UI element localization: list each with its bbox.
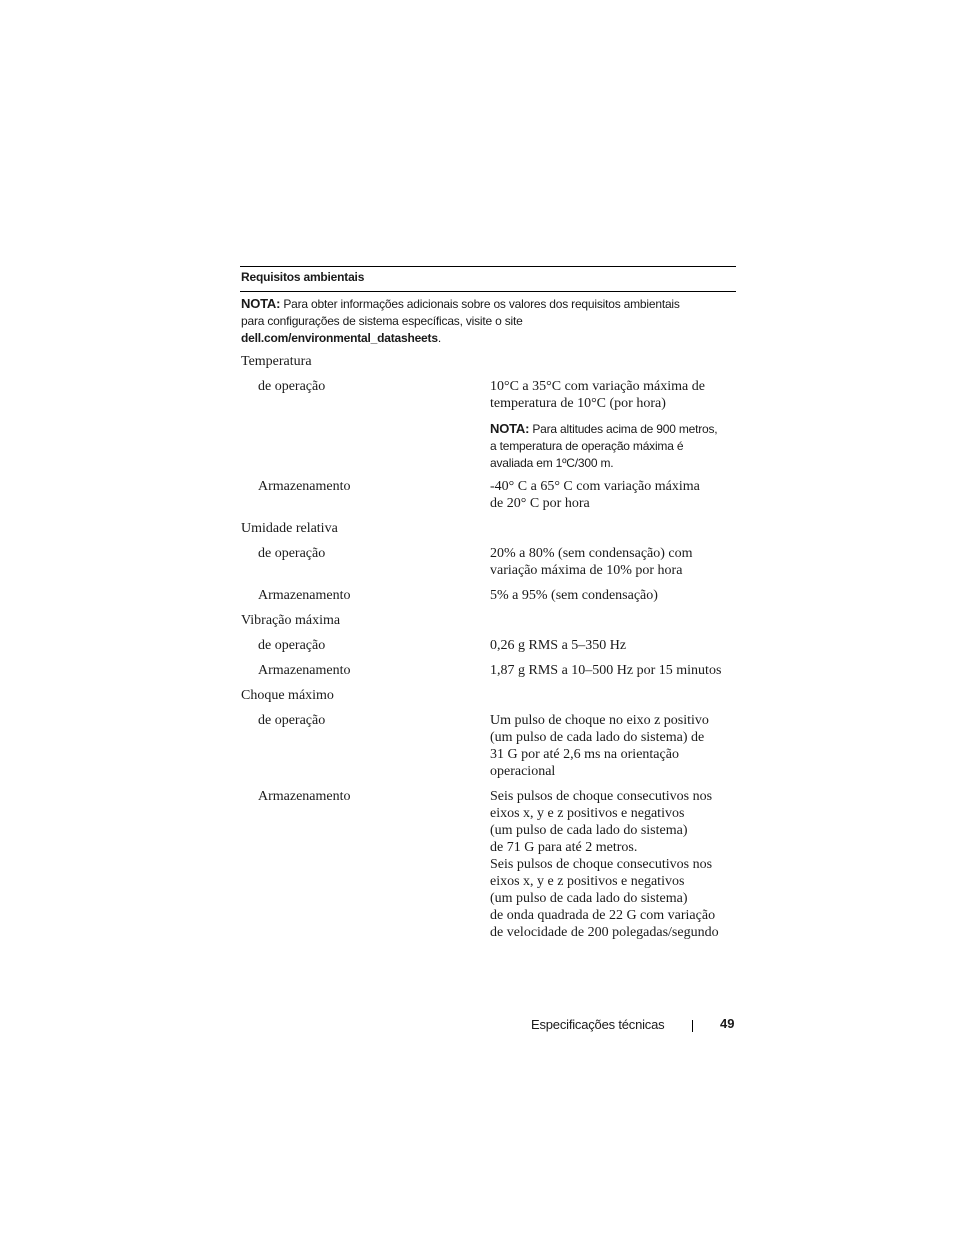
general-note [241,295,741,347]
subrow-label-armazenamento: Armazenamento [258,588,351,603]
value-line: de 71 G para até 2 metros. [490,840,638,855]
category-umidade: Umidade relativa [241,521,338,536]
subrow-label-armazenamento: Armazenamento [258,479,351,494]
value-line: Seis pulsos de choque consecutivos nos [490,857,713,872]
value-line: 20% a 80% (sem condensação) com [490,546,693,561]
subrow-label-operacao: de operação [258,638,326,653]
note-link-suffix: . [437,331,441,345]
subrow-label-armazenamento: Armazenamento [258,663,351,678]
value-line: 0,26 g RMS a 5–350 Hz [490,638,627,653]
table-header-rule [240,291,736,292]
note-line: Para obter informações adicionais sobre os valores dos requisitos ambientais [283,297,680,311]
value-line: -40° C a 65° C com variação máxima [490,479,700,494]
value-line: 10°C a 35°C com variação máxima de [490,379,705,394]
subrow-label-operacao: de operação [258,546,326,561]
subrow-label-armazenamento: Armazenamento [258,789,351,804]
note-line: Para altitudes acima de 900 metros, [532,422,718,436]
note-line: para configurações de sistema específicas, visite o site [241,314,523,328]
note-line: avaliada em 1ºC/300 m. [490,456,614,470]
altitude-note [490,420,740,472]
value-line: Um pulso de choque no eixo z positivo [490,713,709,728]
value-line: variação máxima de 10% por hora [490,563,683,578]
spec-value [490,637,740,654]
spec-value [490,788,740,941]
value-line: (um pulso de cada lado do sistema) [490,823,688,838]
table-title: Requisitos ambientais [241,270,365,284]
note-label: NOTA: [241,296,281,311]
footer-section-title: Especificações técnicas [531,1017,665,1032]
page-number: 49 [720,1016,735,1031]
value-line: eixos x, y e z positivos e negativos [490,874,685,889]
footer-separator [692,1020,693,1032]
value-line: de onda quadrada de 22 G com variação [490,908,716,923]
value-line: 31 G por até 2,6 ms na orientação [490,747,679,762]
category-choque: Choque máximo [241,688,334,703]
value-line: de 20° C por hora [490,496,590,511]
value-line: eixos x, y e z positivos e negativos [490,806,685,821]
spec-value [490,378,740,412]
value-line: 5% a 95% (sem condensação) [490,588,658,603]
subrow-label-operacao: de operação [258,713,326,728]
value-line: operacional [490,764,556,779]
value-line: Seis pulsos de choque consecutivos nos [490,789,713,804]
note-label: NOTA: [490,421,530,436]
category-temperatura: Temperatura [241,354,312,369]
spec-value [490,662,740,679]
datasheets-link[interactable]: dell.com/environmental_datasheets [241,331,438,345]
category-vibracao: Vibração máxima [241,613,341,628]
note-line: a temperatura de operação máxima é [490,439,684,453]
value-line: temperatura de 10°C (por hora) [490,396,666,411]
value-line: (um pulso de cada lado do sistema) [490,891,688,906]
spec-value [490,478,740,512]
table-top-rule [240,266,736,267]
spec-value [490,587,740,604]
spec-value [490,712,740,780]
spec-value [490,545,740,579]
value-line: (um pulso de cada lado do sistema) de [490,730,705,745]
value-line: de velocidade de 200 polegadas/segundo [490,925,719,940]
subrow-label-operacao: de operação [258,379,326,394]
value-line: 1,87 g RMS a 10–500 Hz por 15 minutos [490,663,722,678]
